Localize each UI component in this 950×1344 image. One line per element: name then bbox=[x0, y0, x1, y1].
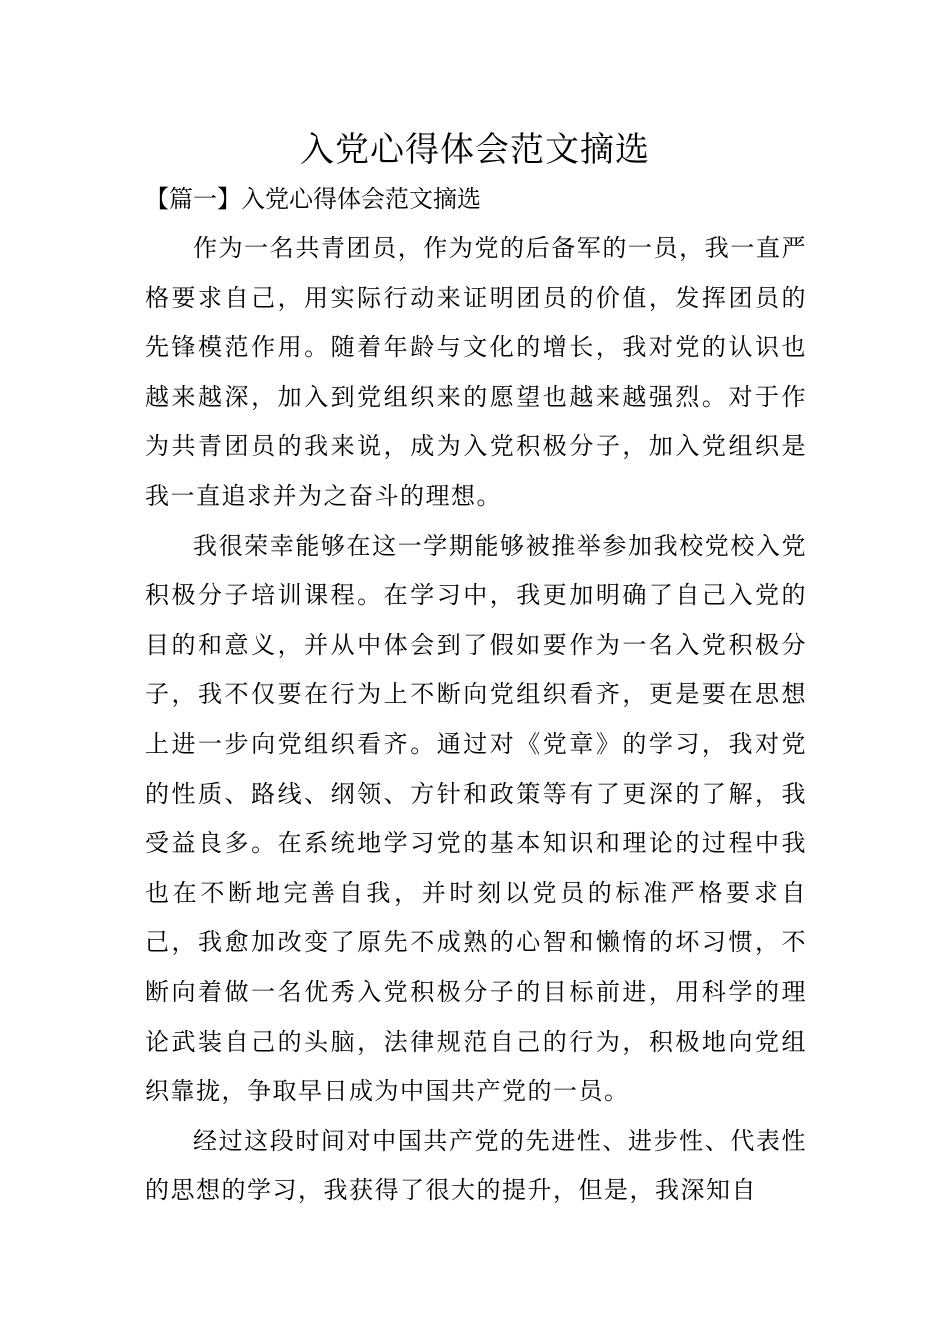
document-body bbox=[145, 224, 807, 1216]
paragraph-1: 作为一名共青团员，作为党的后备军的一员，我一直严格要求自己，用实际行动来证明团员的价值，发挥团员的先锋模范作用。随着年龄与文化的增长，我对党的认识也越来越深，加入到党组织来的愿望也越来越强烈。对于作为共青团员的我来说，成为入党积极分子，加入党组织是我一直追求并为之奋斗的理想。 bbox=[145, 234, 807, 510]
paragraph-2: 我很荣幸能够在这一学期能够被推举参加我校党校入党积极分子培训课程。在学习中，我更加明确了自己入党的目的和意义，并从中体会到了假如要作为一名入党积极分子，我不仅要在行为上不断向党组织看齐，更是要在思想上进一步向党组织看齐。通过对《党章》的学习，我对党的性质、路线、纲领、方针和政策等有了更深的了解，我受益良多。在系统地学习党的基本知识和理论的过程中我也在不断地完善自我，并时刻以党员的标准严格要求自己，我愈加改变了原先不成熟的心智和懒惰的坏习惯，不断向着做一名优秀入党积极分子的目标前进，用科学的理论武装自己的头脑，法律规范自己的行为，积极地向党组织靠拢，争取早日成为中国共产党的一员。 bbox=[145, 531, 807, 1106]
section-heading: 【篇一】入党心得体会范文摘选 bbox=[145, 185, 481, 213]
document-title: 入党心得体会范文摘选 bbox=[300, 130, 650, 170]
paragraph-3: 经过这段时间对中国共产党的先进性、进步性、代表性的思想的学习，我获得了很大的提升，但是，我深知自 bbox=[145, 1126, 807, 1205]
